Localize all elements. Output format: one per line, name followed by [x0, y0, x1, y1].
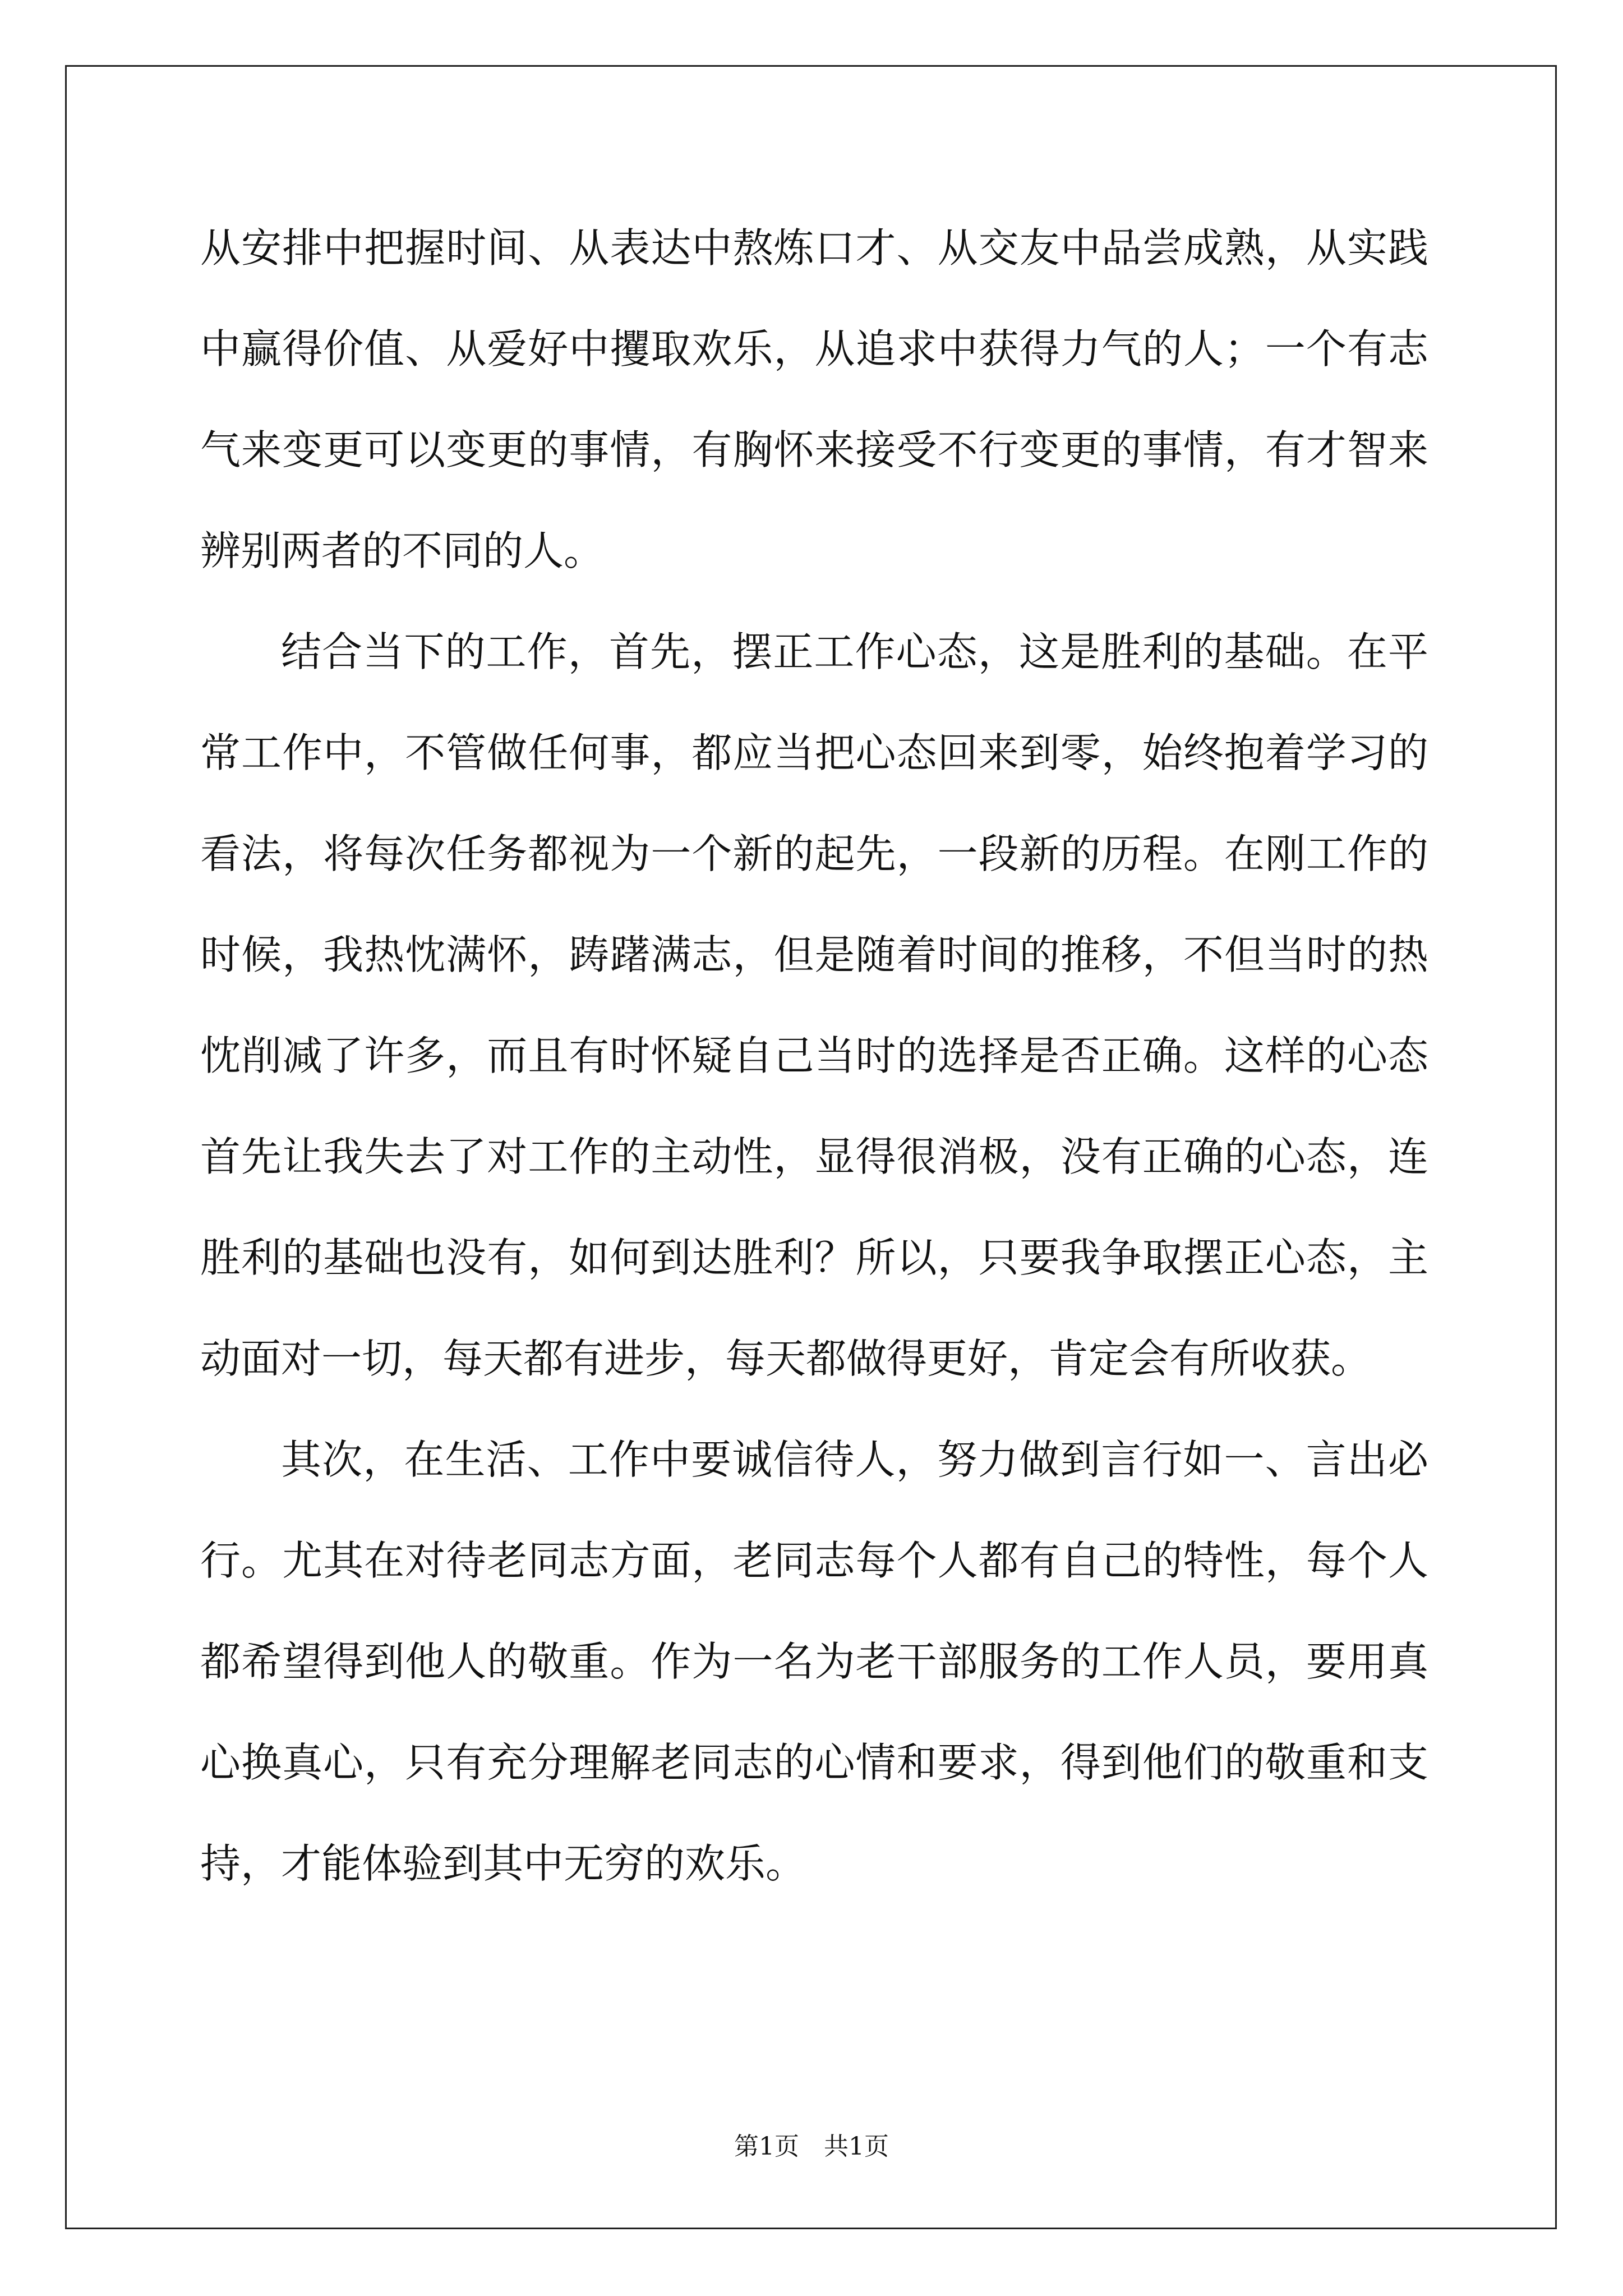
text-line: 时候，我热忱满怀，踌躇满志，但是随着时间的推移，不但当时的热 — [200, 931, 1428, 978]
text-line: 心换真心，只有充分理解老同志的心情和要求，得到他们的敬重和支 — [200, 1739, 1428, 1786]
text-line: 动面对一切，每天都有进步，每天都做得更好，肯定会有所收获。 — [200, 1335, 1372, 1382]
text-line: 从安排中把握时间、从表达中熬炼口才、从交友中品尝成熟，从实践 — [200, 224, 1428, 272]
document-body — [200, 197, 1428, 1914]
text-line: 气来变更可以变更的事情，有胸怀来接受不行变更的事情，有才智来 — [200, 426, 1428, 473]
text-line: 持，才能体验到其中无穷的欢乐。 — [200, 1840, 806, 1887]
text-line: 其次，在生活、工作中要诚信待人，努力做到言行如一、言出必 — [281, 1436, 1428, 1483]
page-number-footer: 第1页 共1页 — [734, 2132, 889, 2161]
text-line: 首先让我失去了对工作的主动性，显得很消极，没有正确的心态，连 — [200, 1133, 1428, 1180]
text-line: 常工作中，不管做任何事，都应当把心态回来到零，始终抱着学习的 — [200, 729, 1428, 776]
text-line: 都希望得到他人的敬重。作为一名为老干部服务的工作人员，要用真 — [200, 1638, 1428, 1685]
text-line: 胜利的基础也没有，如何到达胜利？所以，只要我争取摆正心态，主 — [200, 1234, 1428, 1281]
text-line: 中赢得价值、从爱好中攫取欢乐，从追求中获得力气的人；一个有志 — [200, 325, 1428, 372]
text-line: 结合当下的工作，首先，摆正工作心态，这是胜利的基础。在平 — [281, 628, 1428, 675]
text-line: 辨别两者的不同的人。 — [200, 527, 605, 574]
text-line: 忱削减了许多，而且有时怀疑自己当时的选择是否正确。这样的心态 — [200, 1032, 1428, 1079]
text-line: 行。尤其在对待老同志方面，老同志每个人都有自己的特性，每个人 — [200, 1537, 1428, 1584]
text-line: 看法，将每次任务都视为一个新的起先，一段新的历程。在刚工作的 — [200, 830, 1428, 877]
